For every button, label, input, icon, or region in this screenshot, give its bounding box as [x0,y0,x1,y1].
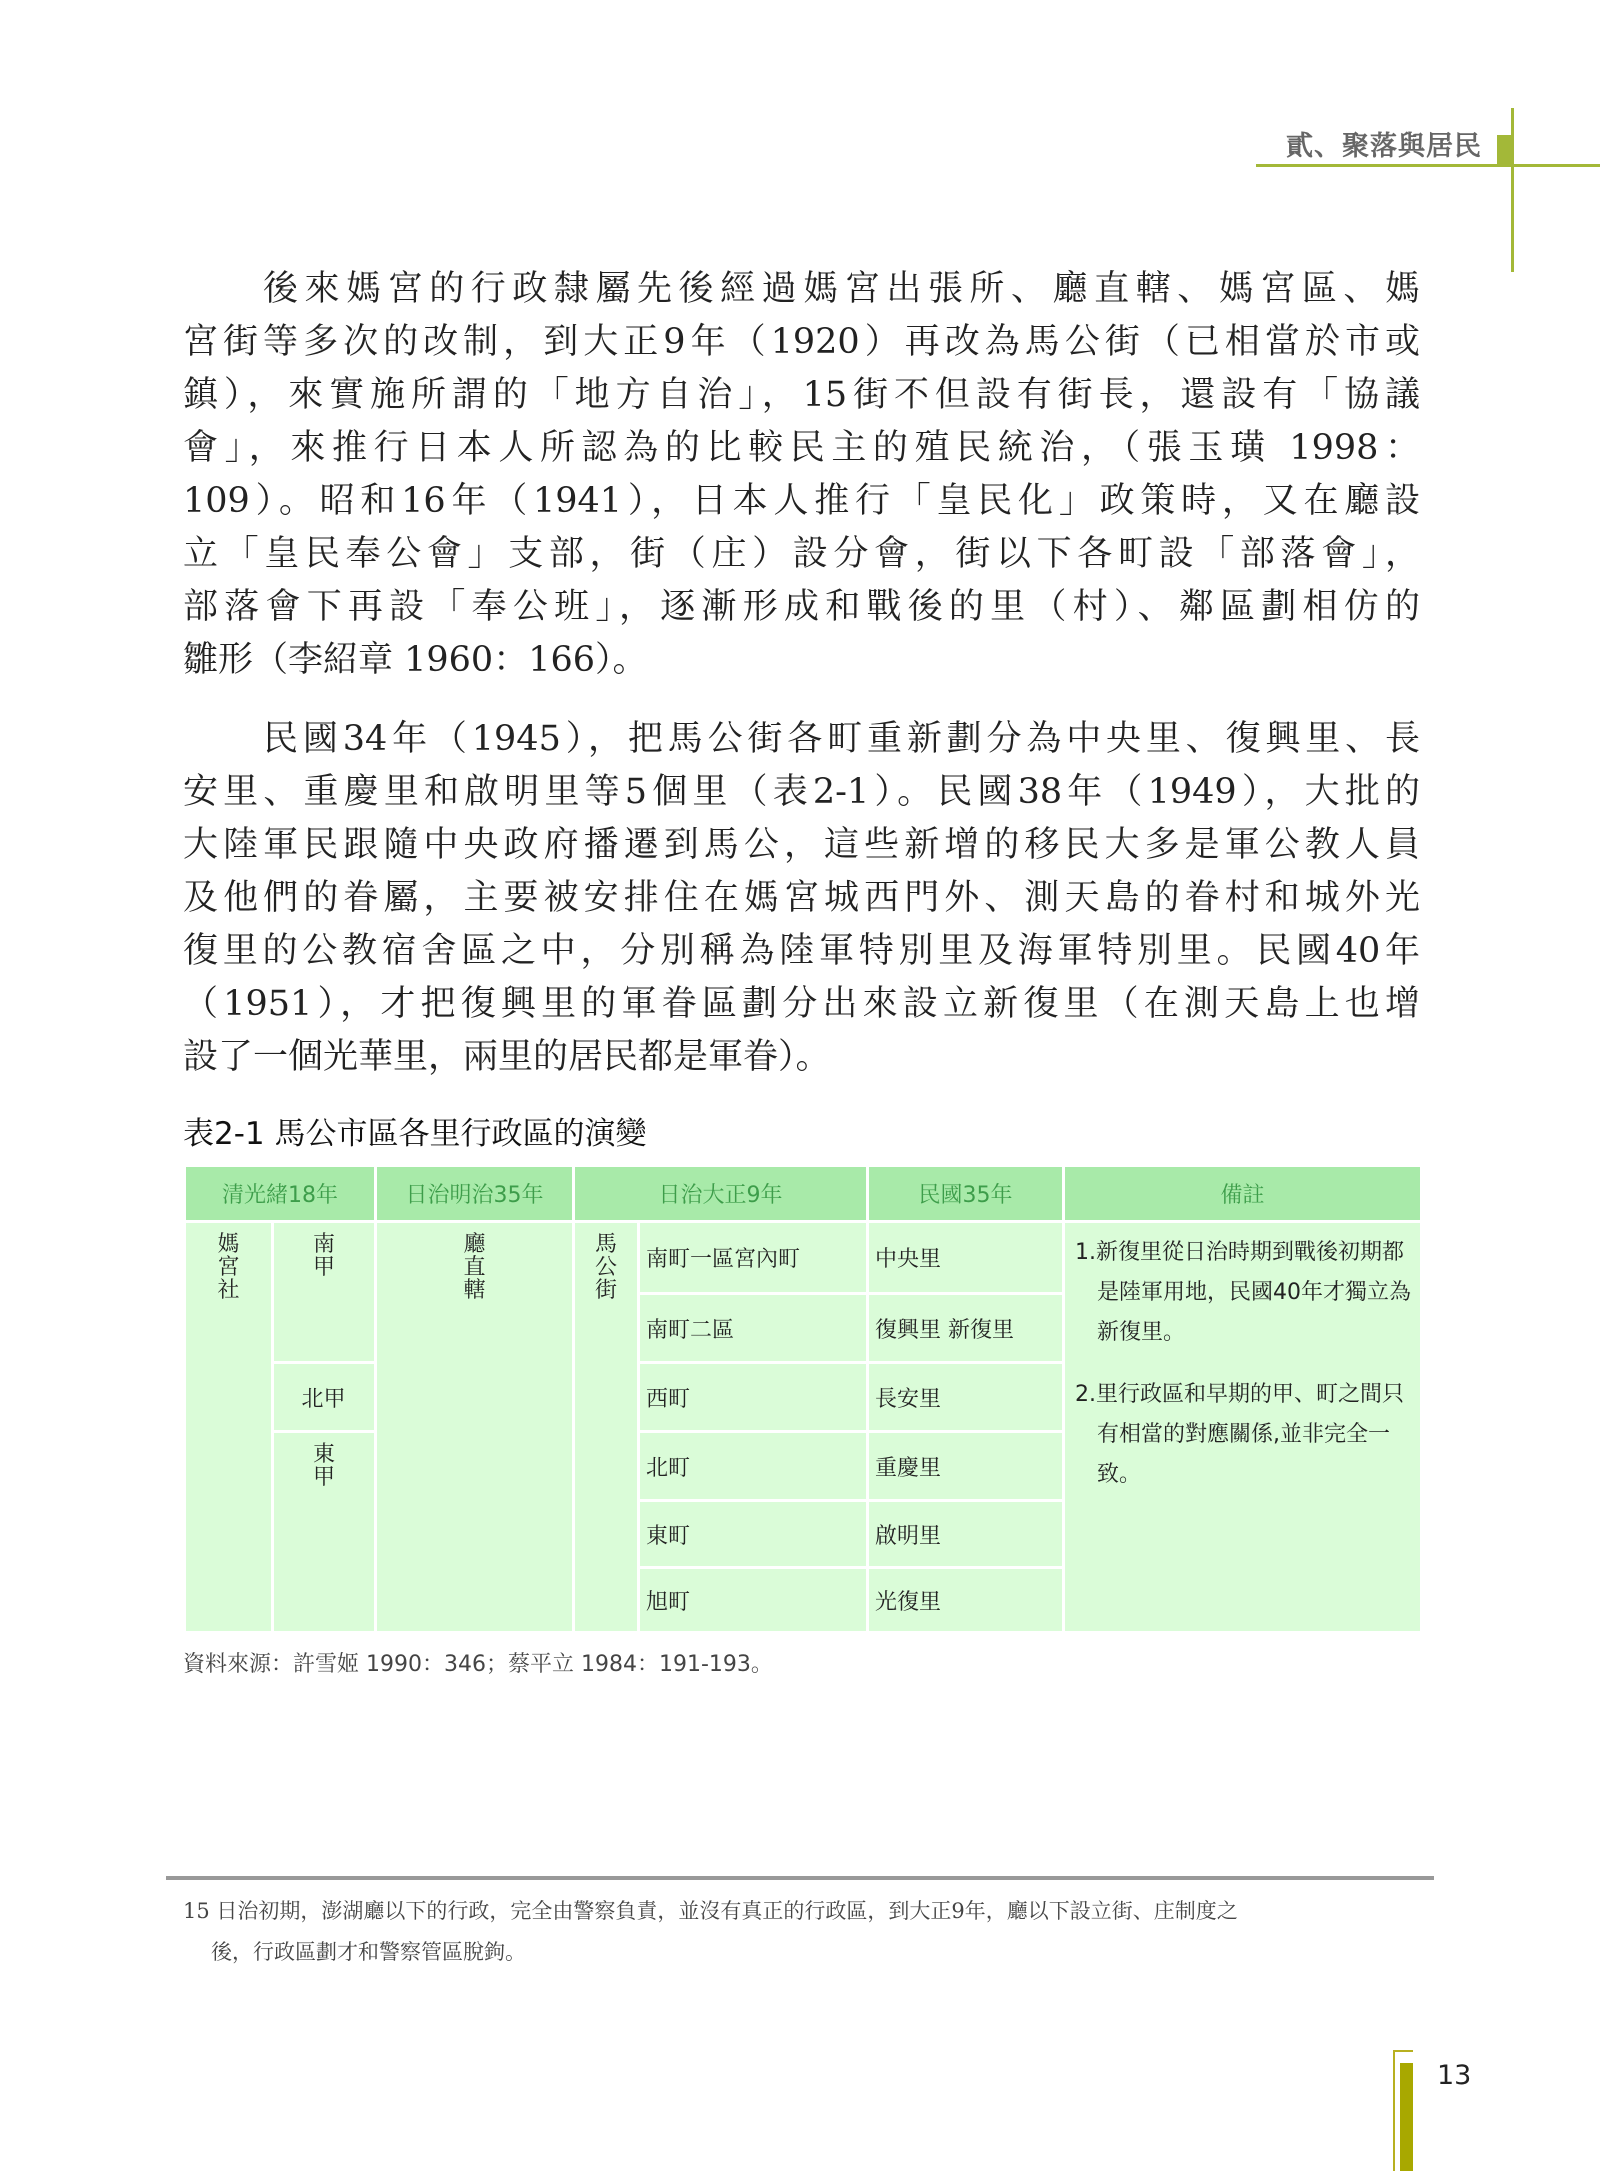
paragraph-1 [183,263,1420,687]
header-rule [1256,164,1600,167]
meiji-cell: 廳直轄 [376,1222,574,1633]
machi-cell: 西町 [639,1363,868,1432]
chapter-header: 貳、聚落與居民 [1286,131,1482,162]
text-line: 會」，來推行日本人所認為的比較民主的殖民統治，（張玉璜 1998： [183,428,1420,468]
text-line: 109）。昭和16年（1941），日本人推行「皇民化」政策時，又在廳設 [183,481,1420,521]
li-cell: 中央里 [868,1222,1064,1294]
note-2: 2.里行政區和早期的甲、町之間只有相當的對應關係,並非完全一致。 [1075,1382,1404,1487]
page-marker-top [1393,2050,1413,2052]
page-marker-bar [1400,2063,1413,2171]
machi-cell: 東町 [639,1501,868,1568]
li-cell: 光復里 [868,1568,1064,1633]
text-line: （1951），才把復興里的軍眷區劃分出來設立新復里（在測天島上也增 [183,984,1420,1024]
qing-she-cell: 媽宮社 [185,1222,273,1633]
qing-jia-cell: 東甲 [273,1432,376,1633]
admin-evolution-table [183,1167,1423,1634]
page-marker-line [1393,2050,1395,2171]
note-1: 1.新復里從日治時期到戰後初期都是陸軍用地，民國40年才獨立為新復里。 [1075,1240,1411,1345]
machi-cell: 南町一區宮內町 [639,1222,868,1294]
table-caption: 表2-1 馬公市區各里行政區的演變 [183,1116,647,1152]
text-line: 後來媽宮的行政隸屬先後經過媽宮出張所、廳直轄、媽宮區、媽 [263,269,1420,309]
text-line: 民國34年（1945），把馬公街各町重新劃分為中央里、復興里、長 [263,719,1420,759]
page-number: 13 [1437,2060,1472,2091]
header-qing: 清光緒18年 [185,1167,376,1222]
footnote-rule [166,1876,1434,1880]
qing-jia-cell: 南甲 [273,1222,376,1363]
li-cell: 復興里 新復里 [868,1294,1064,1363]
footnote-line: 15 日治初期，澎湖廳以下的行政，完全由警察負責，並沒有真正的行政區，到大正9年，廳以下設立街、庄制度之 [183,1899,1238,1923]
header-taisho: 日治大正9年 [574,1167,868,1222]
text-line: 設了一個光華里，兩里的居民都是軍眷）。 [183,1037,831,1077]
li-cell: 長安里 [868,1363,1064,1432]
table-row [185,1222,1422,1294]
table-header-row [185,1167,1422,1222]
machi-cell: 旭町 [639,1568,868,1633]
qing-jia-cell: 北甲 [273,1363,376,1432]
text-line: 復里的公教宿舍區之中，分別稱為陸軍特別里及海軍特別里。民國40年 [183,931,1420,971]
header-accent-block [1497,135,1512,165]
header-minguo: 民國35年 [868,1167,1064,1222]
text-line: 鎮），來實施所謂的「地方自治」，15街不但設有街長，還設有「協議 [183,375,1420,415]
machi-cell: 北町 [639,1432,868,1501]
text-line: 大陸軍民跟隨中央政府播遷到馬公，這些新增的移民大多是軍公教人員 [183,825,1420,865]
text-line: 及他們的眷屬，主要被安排住在媽宮城西門外、測天島的眷村和城外光 [183,878,1420,918]
footnote-line: 後，行政區劃才和警察管區脫鉤。 [211,1940,526,1964]
paragraph-2 [183,713,1420,1084]
text-line: 安里、重慶里和啟明里等5個里（表2-1）。民國38年（1949），大批的 [183,772,1420,812]
li-cell: 啟明里 [868,1501,1064,1568]
text-line: 宮街等多次的改制，到大正9年（1920）再改為馬公街（已相當於市或 [183,322,1420,362]
taisho-jie-cell: 馬公街 [574,1222,639,1633]
li-cell: 重慶里 [868,1432,1064,1501]
text-line: 立「皇民奉公會」支部，街（庄）設分會，街以下各町設「部落會」， [183,534,1420,574]
header-notes: 備註 [1064,1167,1422,1222]
table-source: 資料來源：許雪姬 1990：346；蔡平立 1984：191-193。 [183,1652,773,1677]
notes-cell [1064,1222,1422,1633]
text-line: 雛形（李紹章 1960：166）。 [183,640,648,680]
header-meiji: 日治明治35年 [376,1167,574,1222]
machi-cell: 南町二區 [639,1294,868,1363]
text-line: 部落會下再設「奉公班」，逐漸形成和戰後的里（村）、鄰區劃相仿的 [183,587,1420,627]
header-vertical-rule [1511,108,1514,272]
